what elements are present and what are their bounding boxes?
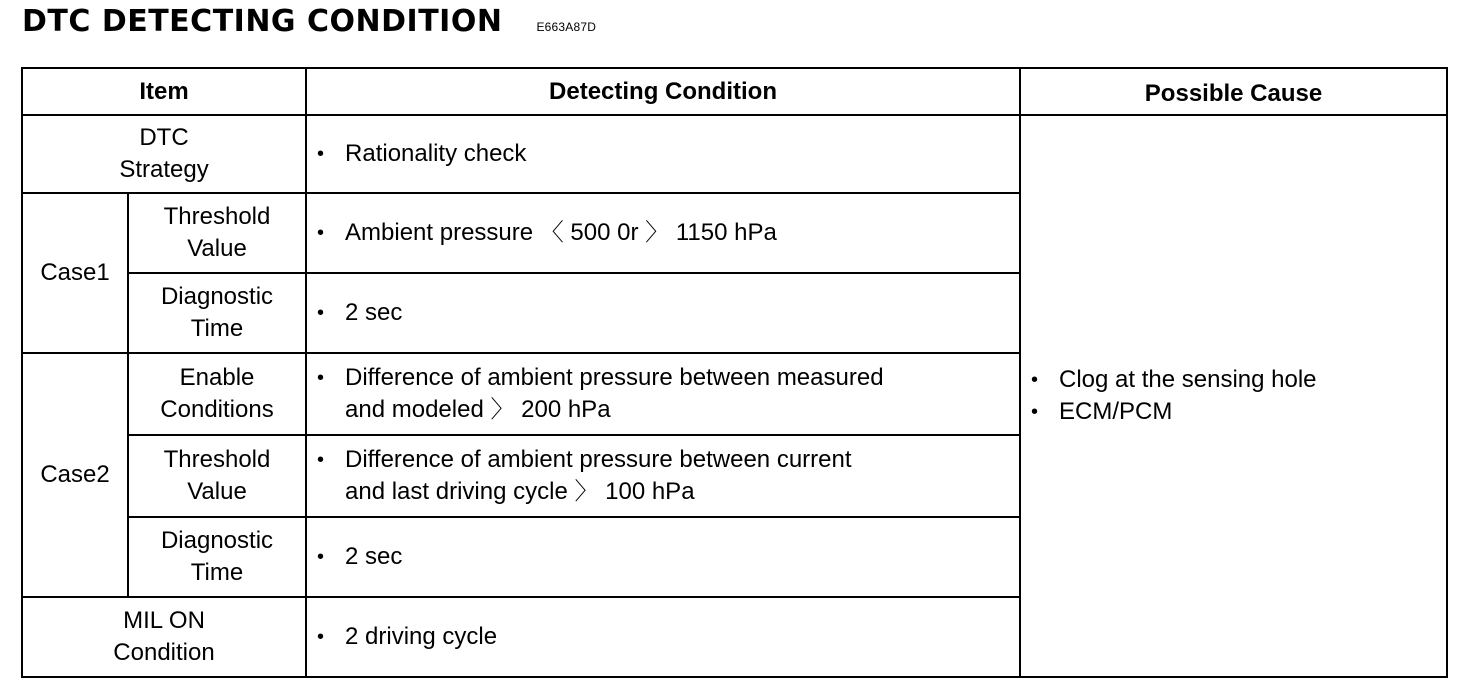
bullet-icon: •: [317, 143, 325, 165]
condition-case2-diagnostic-time: [306, 517, 1020, 597]
sub-item-case2-threshold: [128, 435, 306, 517]
condition-line: [317, 217, 1009, 249]
document-code: E663A87D: [536, 20, 597, 34]
sub-item-case2-diagnostic-time: [128, 517, 306, 597]
bullet-icon: •: [317, 546, 325, 568]
bullet-icon: •: [317, 626, 325, 648]
sub-item-line: Diagnostic: [160, 283, 274, 310]
cause-line: [1031, 396, 1436, 428]
cause-text: Clog at the sensing hole: [1059, 366, 1317, 393]
header-detecting-condition: Detecting Condition: [306, 68, 1020, 115]
item-mil-on: [22, 597, 306, 677]
condition-text: 2 sec: [345, 299, 403, 326]
bullet-icon: •: [317, 367, 325, 389]
table-row-dtc-strategy: [22, 115, 1447, 193]
condition-text: Rationality check: [345, 140, 527, 167]
condition-text-line: and modeled 〉 200 hPa: [345, 396, 611, 423]
sub-item-line: Value: [187, 235, 247, 262]
condition-line: [317, 297, 1009, 329]
condition-text-line: Difference of ambient pressure between current: [345, 446, 852, 473]
sub-item-line: Enable: [179, 364, 255, 391]
item-case1: Case1: [22, 193, 128, 353]
condition-case2-enable: [306, 353, 1020, 435]
dtc-condition-table: [21, 67, 1448, 678]
condition-line: [317, 541, 1009, 573]
item-case2: Case2: [22, 353, 128, 597]
sub-item-line: Threshold: [163, 203, 271, 230]
condition-line: [317, 138, 1009, 170]
condition-line: [317, 621, 1009, 653]
item-line: MIL ON: [123, 607, 205, 634]
table-header-row: [22, 68, 1447, 115]
item-dtc-strategy: [22, 115, 306, 193]
header-item: Item: [22, 68, 306, 115]
condition-line: [317, 362, 1009, 426]
item-line: Condition: [113, 639, 215, 666]
bullet-icon: •: [317, 302, 325, 324]
page-title: DTC DETECTING CONDITION: [22, 4, 503, 39]
bullet-icon: •: [1031, 369, 1039, 391]
sub-item-case2-enable: [128, 353, 306, 435]
sub-item-line: Time: [190, 559, 244, 586]
condition-case1-threshold: [306, 193, 1020, 273]
condition-case2-threshold: [306, 435, 1020, 517]
header-possible-cause: Possible Cause: [1020, 68, 1447, 115]
page-heading: [22, 4, 596, 44]
condition-mil-on: [306, 597, 1020, 677]
condition-text: [345, 444, 1009, 508]
condition-dtc-strategy: [306, 115, 1020, 193]
sub-item-line: Value: [187, 478, 247, 505]
bullet-icon: •: [317, 222, 325, 244]
condition-text: Ambient pressure 〈 500 0r 〉 1150 hPa: [345, 219, 777, 246]
cause-line: [1031, 364, 1436, 396]
sub-item-case1-threshold: [128, 193, 306, 273]
sub-item-line: Time: [190, 315, 244, 342]
condition-text-line: Difference of ambient pressure between measured: [345, 364, 884, 391]
item-line: Strategy: [119, 156, 209, 183]
sub-item-line: Conditions: [160, 396, 274, 423]
bullet-icon: •: [1031, 401, 1039, 423]
condition-text: 2 driving cycle: [345, 623, 498, 650]
cause-text: ECM/PCM: [1059, 398, 1173, 425]
condition-text-line: and last driving cycle 〉 100 hPa: [345, 478, 695, 505]
condition-line: [317, 444, 1009, 508]
sub-item-case1-diagnostic-time: [128, 273, 306, 353]
item-line: DTC: [139, 124, 189, 151]
condition-case1-diagnostic-time: [306, 273, 1020, 353]
sub-item-line: Threshold: [163, 446, 271, 473]
condition-text: [345, 362, 1009, 426]
sub-item-line: Diagnostic: [160, 527, 274, 554]
possible-cause-cell: [1020, 115, 1447, 677]
condition-text: 2 sec: [345, 543, 403, 570]
bullet-icon: •: [317, 449, 325, 471]
